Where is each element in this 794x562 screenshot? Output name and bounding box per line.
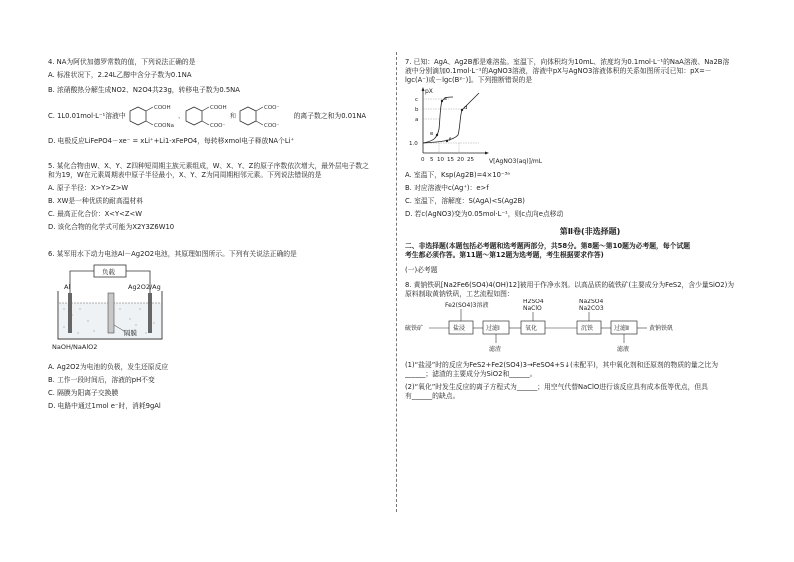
- q6-option-a: A. Ag2O2为电池的负极，发生还原反应: [48, 363, 169, 371]
- q7-option-d: D. 若c(AgNO3)变为0.05mol·L⁻¹，则c点向e点移动: [405, 210, 564, 218]
- flow-step-3: 氧化: [525, 325, 538, 332]
- y-tick-b: b: [415, 107, 419, 113]
- struct-label-5: COO⁻: [263, 105, 280, 111]
- right-column: [405, 58, 775, 401]
- px-volume-chart: [409, 85, 559, 167]
- question-4: [48, 58, 388, 146]
- membrane-label: 隔膜: [124, 329, 137, 337]
- section-2-intro-line2: 考生都必须作答。第11题～第12题为选考题，考生根据要求作答): [405, 251, 604, 259]
- left-electrode-label: Al: [64, 283, 71, 291]
- electrolyte-label: NaOH/NaAlO2: [52, 343, 98, 351]
- svg-text:、: 、: [177, 113, 184, 120]
- y-axis-label: pX: [425, 88, 433, 95]
- q4-option-d: D. 电极反应LiFePO4－xe⁻ = xLi⁺+Li1-xFePO4，每转移xmol电子释放NA个Li⁺: [48, 137, 295, 145]
- q8-stem-line2: 原料制取黄钠铁矾，工艺流程如图：: [405, 290, 514, 298]
- membrane: [108, 293, 114, 333]
- question-6: [48, 250, 388, 411]
- process-flow-diagram: [405, 299, 745, 361]
- question-8: [405, 281, 775, 401]
- q6-option-c: C. 隔膜为阳离子交换膜: [48, 389, 119, 397]
- x-tick-25: 25: [467, 157, 474, 163]
- q5-option-b: B. XW是一种优质的耐高温材料: [48, 197, 144, 205]
- section-2-sub: (一)必考题: [405, 266, 438, 274]
- q4-option-c-post: 的离子数之和为0.01NA: [293, 111, 367, 120]
- q8-stem-line1: 8. 黄钠铁矾[Na2Fe6(SO4)4(OH)12]被用于作净水剂。以高品质的硫铁矿(主要成分为FeS2，含少量SiO2)为: [405, 281, 735, 289]
- battery-diagram: [50, 263, 180, 355]
- flow-reagent-3b: Na2CO3: [579, 305, 604, 312]
- question-5: [48, 162, 388, 232]
- flow-reagent-2b: NaClO: [523, 305, 542, 312]
- q4-option-b: B. 浓硝酸热分解生成NO2、N2O4共23g，转移电子数为0.5NA: [48, 86, 240, 94]
- q8-part2-line2: 有______的缺点。: [405, 392, 460, 400]
- flow-step-1: 盐浸: [453, 325, 466, 332]
- flow-waste-1: 滤渣: [489, 346, 502, 353]
- q4-option-c-pre: C. 1L0.01mol·L⁻¹溶液中: [48, 111, 126, 120]
- q6-stem: 6. 某军用水下动力电池Al－Ag2O2电池，其原理如图所示。下列有关说法正确的是: [48, 250, 297, 258]
- svg-text:和: 和: [229, 113, 236, 120]
- x-tick-10: 10: [437, 157, 444, 163]
- q5-stem-line2: 和为19，W在元素周期表中原子半径最小，X、Y、Z为同周期相邻元素。下列说法错误的是: [48, 171, 322, 179]
- section-2-title: 第Ⅱ卷(非选择题): [559, 227, 621, 236]
- q7-option-a: A. 室温下，Ksp(Ag2B)=4×10⁻³ᵃ: [405, 171, 510, 179]
- flow-step-2: 过滤Ⅰ: [486, 325, 500, 332]
- flow-step-4: 沉铁: [581, 325, 594, 332]
- flow-start: 硫铁矿: [405, 325, 424, 332]
- struct-label-3: COOH: [209, 105, 227, 111]
- q4-stem: 4. NA为阿伏加德罗常数的值，下列说法正确的是: [48, 58, 196, 66]
- flow-step-5: 过滤Ⅱ: [614, 325, 629, 332]
- flow-reagent-1: Fe2(SO4)3溶液: [445, 302, 489, 309]
- struct-label-1: COOH: [153, 105, 171, 111]
- q4-option-c: [48, 101, 388, 131]
- q7-option-b: B. 对应溶液中c(Ag⁺)：e>f: [405, 184, 489, 192]
- q4-benzene-structures: [126, 101, 294, 131]
- struct-label-4: COO⁻: [209, 123, 226, 129]
- flow-end: 黄钠铁矾: [649, 325, 674, 332]
- y-tick-1: 1.0: [409, 141, 418, 147]
- q7-stem-line3: lgc(A⁻)或－lgc(B²⁻)]。下列推断错误的是: [405, 76, 533, 84]
- q5-stem-line1: 5. 某化合物由W、X、Y、Z四种短周期主族元素组成，W、X、Y、Z的原子序数依次增大，最外层电子数之: [48, 162, 369, 170]
- al-electrode: [68, 293, 72, 333]
- x-axis-label: V[AgNO3(aq)]/mL: [489, 158, 543, 165]
- point-e: e: [430, 131, 434, 137]
- column-divider: [396, 52, 397, 512]
- q7-stem-line2: 液中分别滴加0.1mol·L⁻¹的AgNO3溶液，溶液中pX与AgNO3溶液体积的关系如图所示[已知：pX=－: [405, 67, 712, 75]
- struct-label-2: COONa: [153, 123, 174, 129]
- q5-option-a: A. 原子半径：X>Y>Z>W: [48, 184, 129, 192]
- point-d: d: [464, 105, 468, 111]
- q8-part1-line1: (1)“盐浸”时的反应为FeS2+Fe2(SO4)3→FeSO4+S↓(未配平)，其中氧化剂和还原剂的物质的量之比为: [405, 361, 719, 369]
- struct-label-6: COO⁻: [263, 123, 280, 129]
- x-tick-20: 20: [457, 157, 464, 163]
- ag-electrode: [148, 293, 152, 333]
- x-tick-0: 0: [421, 157, 425, 163]
- q4-option-a: A. 标准状况下，2.24L乙醇中含分子数为0.1NA: [48, 71, 192, 79]
- y-tick-a: a: [415, 117, 419, 123]
- q7-option-c: C. 室温下，溶解度：S(AgA)<S(Ag2B): [405, 197, 525, 205]
- flow-reagent-3a: Na2SO4: [579, 299, 604, 305]
- section-2-intro-line1: 二、非选择题(本题包括必考题和选考题两部分，共58分。第8题～第10题为必考题，每个试题: [405, 242, 691, 250]
- point-c: c: [444, 96, 448, 102]
- flow-waste-2: 滤液: [617, 346, 630, 353]
- left-column: [48, 58, 388, 411]
- q8-part1-line2: ______；滤渣的主要成分为SiO2和______。: [405, 370, 537, 378]
- q7-stem-line1: 7. 已知：AgA、Ag2B都是难溶盐。室温下，向体积均为10mL、浓度均为0.1mol·L⁻¹的NaA溶液、Na2B溶: [405, 58, 730, 66]
- load-label: 负载: [102, 268, 115, 276]
- flow-reagent-2a: H2SO4: [523, 299, 544, 305]
- point-f: f: [449, 137, 451, 143]
- q5-option-c: C. 最高正化合价：X<Y<Z<W: [48, 210, 142, 218]
- x-tick-5: 5: [430, 157, 434, 163]
- x-tick-15: 15: [447, 157, 454, 163]
- q6-option-d: D. 电路中通过1mol e⁻时，消耗9gAl: [48, 402, 161, 410]
- q6-option-b: B. 工作一段时间后，溶液的pH不变: [48, 376, 155, 384]
- y-tick-c: c: [415, 97, 419, 103]
- q8-part2-line1: (2)“氧化”时发生反应的离子方程式为______；用空气代替NaClO进行该反应具有成本低等优点，但具: [405, 383, 708, 391]
- question-7: [405, 58, 775, 219]
- right-electrode-label: Ag2O2/Ag: [128, 283, 161, 291]
- q5-option-d: D. 该化合物的化学式可能为X2Y3Z6W10: [48, 223, 175, 231]
